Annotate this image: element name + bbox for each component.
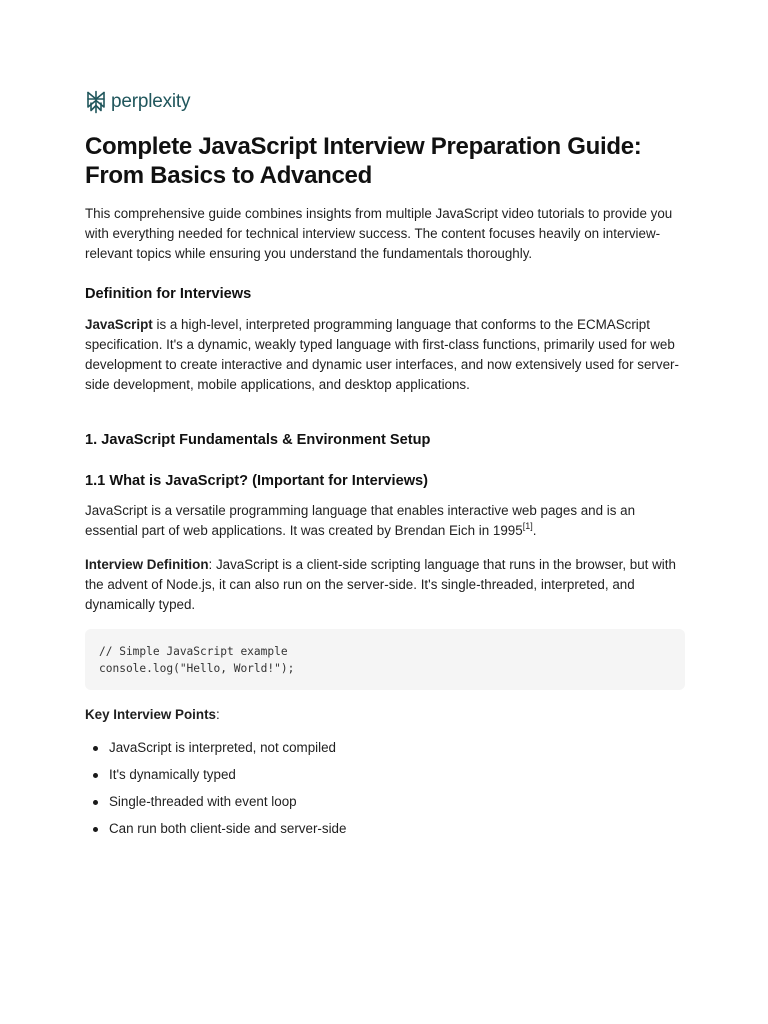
list-item [85,738,685,758]
interview-definition-label: Interview Definition [85,557,209,572]
bullet-icon [93,800,98,805]
brand-name: perplexity [111,91,191,112]
what-is-js-end: . [532,523,537,538]
key-points-colon: : [215,707,220,722]
list-item-text: Single-threaded with event loop [109,794,297,809]
interview-definition-text: : JavaScript is a client-side scripting language that runs in the browser, but with the advent of Node.js, it can also run on the server-side. It's single-threaded, interpreted, and dynamically typed. [85,557,676,612]
list-item [85,819,685,839]
key-points-heading [85,705,685,725]
intro-paragraph: This comprehensive guide combines insights from multiple JavaScript video tutorials to provide you with everything needed for technical interview success. The content focuses heavily on interview-relevant topics while ensuring you understand the fundamentals thoroughly. [85,206,673,261]
code-line: // Simple JavaScript example [99,645,288,658]
key-points-label: Key Interview Points [85,707,216,722]
what-is-js-text: JavaScript is a versatile programming language that enables interactive web pages and is an essential part of web applications. It was created by Brendan Eich in 1995 [85,503,636,538]
list-item [85,765,685,785]
definition-text: is a high-level, interpreted programming language that conforms to the ECMAScript specification. It's a dynamic, weakly typed language with first-class functions, primarily used for web development to create interactive and dynamic user interfaces, and now extensively used for server-side development, mobile applications, and desktop applications. [85,317,679,392]
perplexity-logo-icon [85,90,107,114]
document-title: Complete JavaScript Interview Preparation Guide: From Basics to Advanced [85,133,642,189]
code-block [85,629,685,690]
key-points-list [85,738,685,839]
document-page [85,88,685,846]
what-is-js-paragraph [85,501,685,541]
list-item-text: JavaScript is interpreted, not compiled [109,740,337,755]
citation-link[interactable]: [1] [522,521,533,531]
definition-heading: Definition for Interviews [85,286,252,302]
section-1-1-heading: 1.1 What is JavaScript? (Important for Interviews) [85,473,429,489]
definition-term: JavaScript [85,317,153,332]
list-item-text: Can run both client-side and server-side [109,821,347,836]
perplexity-logo [85,88,685,116]
bullet-icon [93,827,98,832]
section-1-heading: 1. JavaScript Fundamentals & Environment Setup [85,432,431,448]
interview-definition-paragraph [85,555,685,615]
code-line: console.log("Hello, World!"); [99,662,295,675]
bullet-icon [93,773,98,778]
list-item [85,792,685,812]
list-item-text: It's dynamically typed [109,767,236,782]
bullet-icon [93,746,98,751]
definition-paragraph [85,315,685,395]
